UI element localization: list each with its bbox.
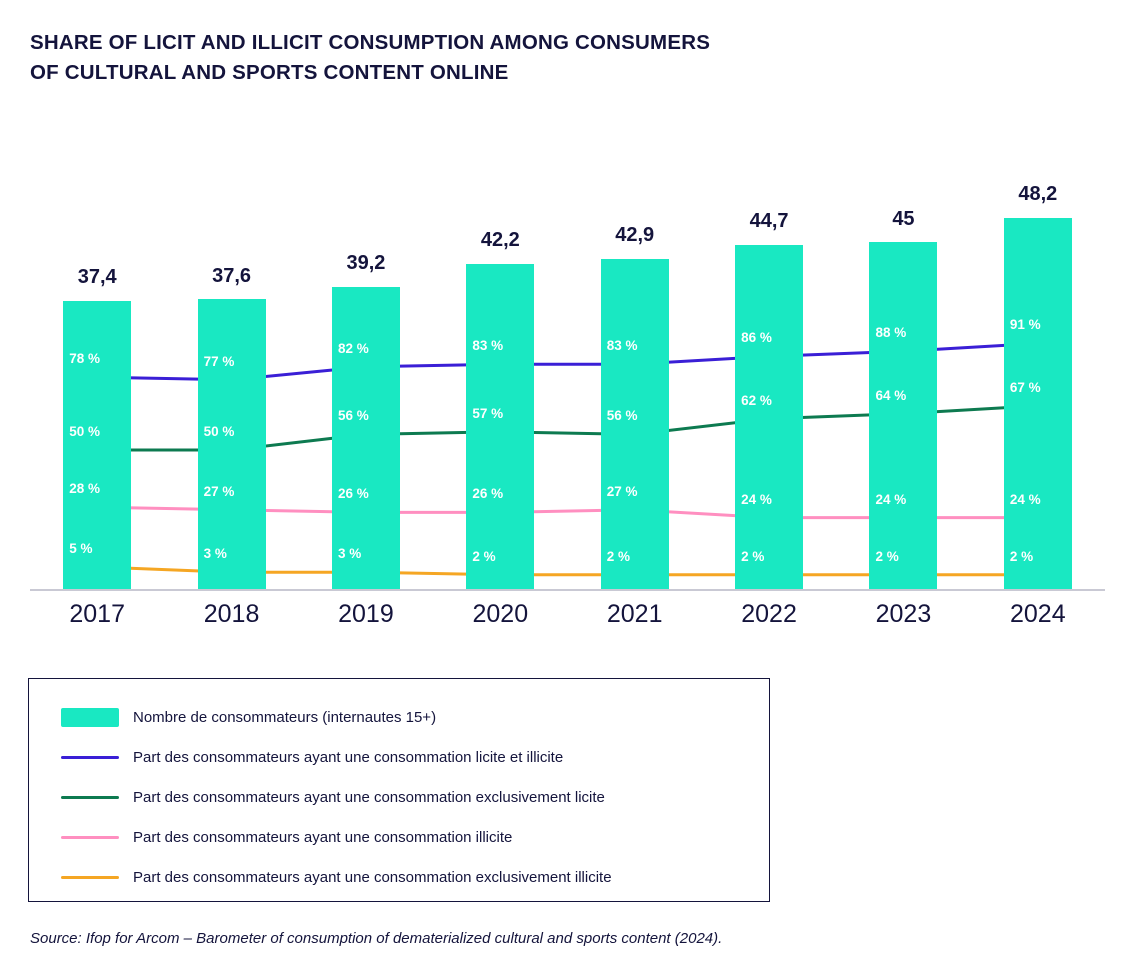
x-label-2023: 2023 <box>875 600 932 628</box>
legend-swatch-line-icon <box>61 796 133 799</box>
x-label-2020: 2020 <box>472 600 529 628</box>
inbar-label-1-2020: 57 % <box>472 405 504 421</box>
bar-2018 <box>198 299 266 588</box>
inbar-label-1-2024: 67 % <box>1009 379 1041 395</box>
inbar-label-3-2022: 2 % <box>741 548 765 564</box>
legend-label-0: Nombre de consommateurs (internautes 15+) <box>133 708 437 726</box>
inbar-label-0-2024: 91 % <box>1009 317 1041 333</box>
inbar-label-3-2021: 2 % <box>606 548 630 564</box>
bar-total-label-2021: 42,9 <box>615 224 655 246</box>
legend-item-1 <box>29 737 769 777</box>
inbar-label-1-2022: 62 % <box>741 392 772 408</box>
inbar-label-3-2017: 5 % <box>69 541 93 556</box>
x-label-2022: 2022 <box>741 600 797 628</box>
inbar-label-1-2017: 50 % <box>69 424 100 439</box>
legend-swatch-bar-icon <box>61 708 133 727</box>
inbar-label-2-2021: 27 % <box>606 483 638 499</box>
bar-total-label-2018: 37,6 <box>212 264 252 287</box>
inbar-label-0-2019: 82 % <box>337 340 369 356</box>
chart-area <box>30 120 1105 590</box>
inbar-label-0-2020: 83 % <box>472 338 504 354</box>
inbar-label-2-2020: 26 % <box>472 486 504 502</box>
bar-total-label-2022: 44,7 <box>749 210 789 233</box>
line-series-layer <box>30 120 1105 590</box>
legend-swatch-line-icon <box>61 836 133 839</box>
legend-item-4 <box>29 857 769 897</box>
inbar-label-0-2022: 86 % <box>741 330 772 346</box>
title-line-2: OF CULTURAL AND SPORTS CONTENT ONLINE <box>30 60 509 84</box>
inbar-label-0-2018: 77 % <box>203 353 235 369</box>
inbar-label-2-2024: 24 % <box>1009 491 1041 507</box>
inbar-label-2-2023: 24 % <box>875 491 907 507</box>
legend-label-1: Part des consommateurs ayant une consommation licite et illicite <box>133 748 564 766</box>
bar-2019 <box>332 287 400 589</box>
x-label-2024: 2024 <box>1010 600 1066 628</box>
legend-swatch-line-icon <box>61 876 133 879</box>
inbar-label-0-2017: 78 % <box>69 351 100 367</box>
x-label-2019: 2019 <box>338 600 394 628</box>
inbar-label-2-2019: 26 % <box>337 486 369 502</box>
bar-2021 <box>601 259 669 589</box>
inbar-label-3-2024: 2 % <box>1009 548 1034 564</box>
inbar-label-2-2018: 27 % <box>203 483 235 499</box>
x-label-2017: 2017 <box>69 600 125 628</box>
legend-item-0 <box>29 697 769 737</box>
inbar-label-1-2021: 56 % <box>606 408 638 424</box>
source-note: Source: Ifop for Arcom – Barometer of consumption of dematerialized cultural and sports content (2024). <box>30 930 723 947</box>
bar-total-label-2020: 42,2 <box>480 229 520 252</box>
inbar-label-2-2017: 28 % <box>69 481 100 497</box>
legend-item-3 <box>29 817 769 857</box>
inbar-label-0-2021: 83 % <box>606 338 638 354</box>
inbar-label-3-2018: 3 % <box>203 546 227 562</box>
bar-2023 <box>869 242 937 588</box>
legend-swatch-line-icon <box>61 756 133 759</box>
bar-total-label-2019: 39,2 <box>346 252 386 275</box>
inbar-label-2-2022: 24 % <box>741 491 772 507</box>
legend-item-2 <box>29 777 769 817</box>
bar-total-label-2024: 48,2 <box>1018 183 1058 206</box>
page-title <box>30 28 1030 87</box>
inbar-label-3-2023: 2 % <box>875 548 899 564</box>
bar-2024 <box>1004 218 1072 589</box>
inbar-label-1-2023: 64 % <box>875 387 907 403</box>
chart-plot <box>30 120 1105 590</box>
legend-label-2: Part des consommateurs ayant une consommation exclusivement licite <box>133 788 605 806</box>
x-axis-labels <box>30 600 1105 640</box>
inbar-label-3-2020: 2 % <box>472 548 496 564</box>
bar-2020 <box>466 264 534 589</box>
bar-total-label-2017: 37,4 <box>77 266 117 289</box>
bar-2022 <box>735 245 803 589</box>
x-label-2021: 2021 <box>606 600 663 628</box>
inbar-label-1-2018: 50 % <box>203 424 235 439</box>
title-line-1: SHARE OF LICIT AND ILLICIT CONSUMPTION AMONG CONSUMERS <box>30 31 711 54</box>
inbar-label-3-2019: 3 % <box>337 546 362 562</box>
inbar-label-1-2019: 56 % <box>337 408 369 424</box>
legend-label-4: Part des consommateurs ayant une consommation exclusivement illicite <box>133 868 612 886</box>
x-label-2018: 2018 <box>203 600 260 628</box>
legend-label-3: Part des consommateurs ayant une consommation illicite <box>133 828 513 846</box>
chart-legend <box>28 678 770 902</box>
inbar-label-0-2023: 88 % <box>875 325 907 341</box>
bar-total-label-2023: 45 <box>892 207 915 230</box>
